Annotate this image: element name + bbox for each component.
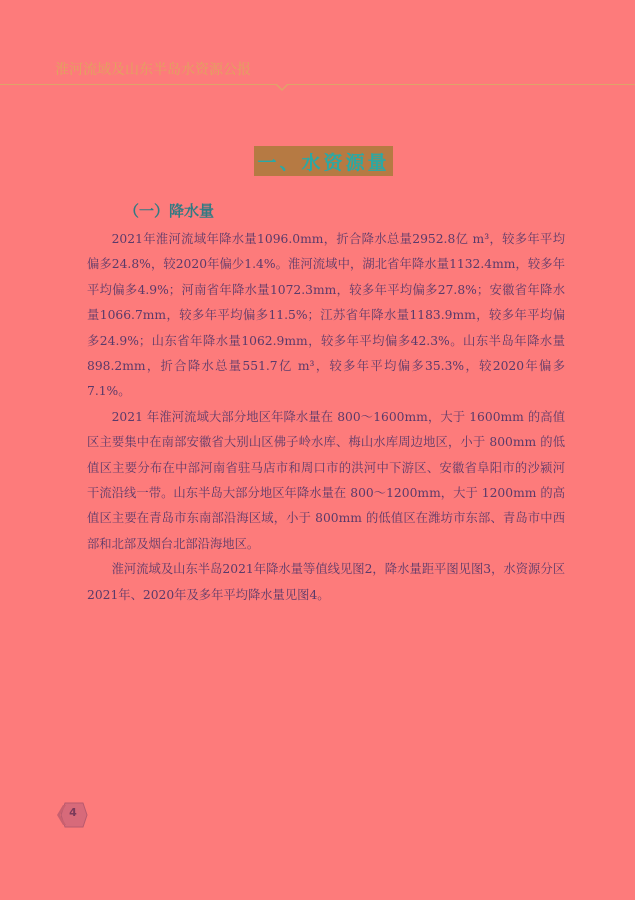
running-header: 淮河流域及山东半岛水资源公报: [55, 62, 251, 78]
paragraph-figure-references: 淮河流域及山东半岛2021年降水量等值线见图2，降水量距平图见图3，水资源分区2021年、2020年及多年平均降水量见图4。: [87, 562, 565, 602]
page-number: 4: [69, 806, 77, 819]
header-divider: [0, 84, 635, 85]
section-heading: （一）降水量: [124, 202, 215, 220]
chapter-banner: [254, 146, 393, 176]
chapter-title: 一、水资源量: [257, 151, 390, 174]
body-text: [87, 227, 565, 608]
paragraph-precipitation-distribution: 2021 年淮河流域大部分地区年降水量在 800～1600mm，大于 1600mm 的高值区主要集中在南部安徽省大别山区佛子岭水库、梅山水库周边地区，小于 800mm 的低值区主要分布在中部河南省驻马店市和周口市的洪河中下游区、安徽省阜阳市的沙颍河干流沿线一带。山东半岛大部分地区年降水量在 800～1200mm，大于 1200mm 的高值区主要在青岛市东南部沿海区域，小于 800mm 的低值区在潍坊市东部、青岛市中西部和北部及烟台北部沿海地区。: [87, 409, 565, 551]
header-notch-inner: [277, 84, 287, 89]
paragraph-precipitation-summary: 2021年淮河流域年降水量1096.0mm，折合降水总量2952.8亿 m³，较多年平均偏多24.8%，较2020年偏少1.4%。淮河流域中，湖北省年降水量1132.4mm，较多年平均偏多4.9%；河南省年降水量1072.3mm，较多年平均偏多27.8%；安徽省年降水量1066.7mm，较多年平均偏多11.5%；江苏省年降水量1183.9mm，较多年平均偏多24.9%；山东省年降水量1062.9mm，较多年平均偏多42.3%。山东半岛年降水量898.2mm，折合降水总量551.7亿 m³，较多年平均偏多35.3%，较2020年偏多7.1%。: [87, 232, 565, 399]
